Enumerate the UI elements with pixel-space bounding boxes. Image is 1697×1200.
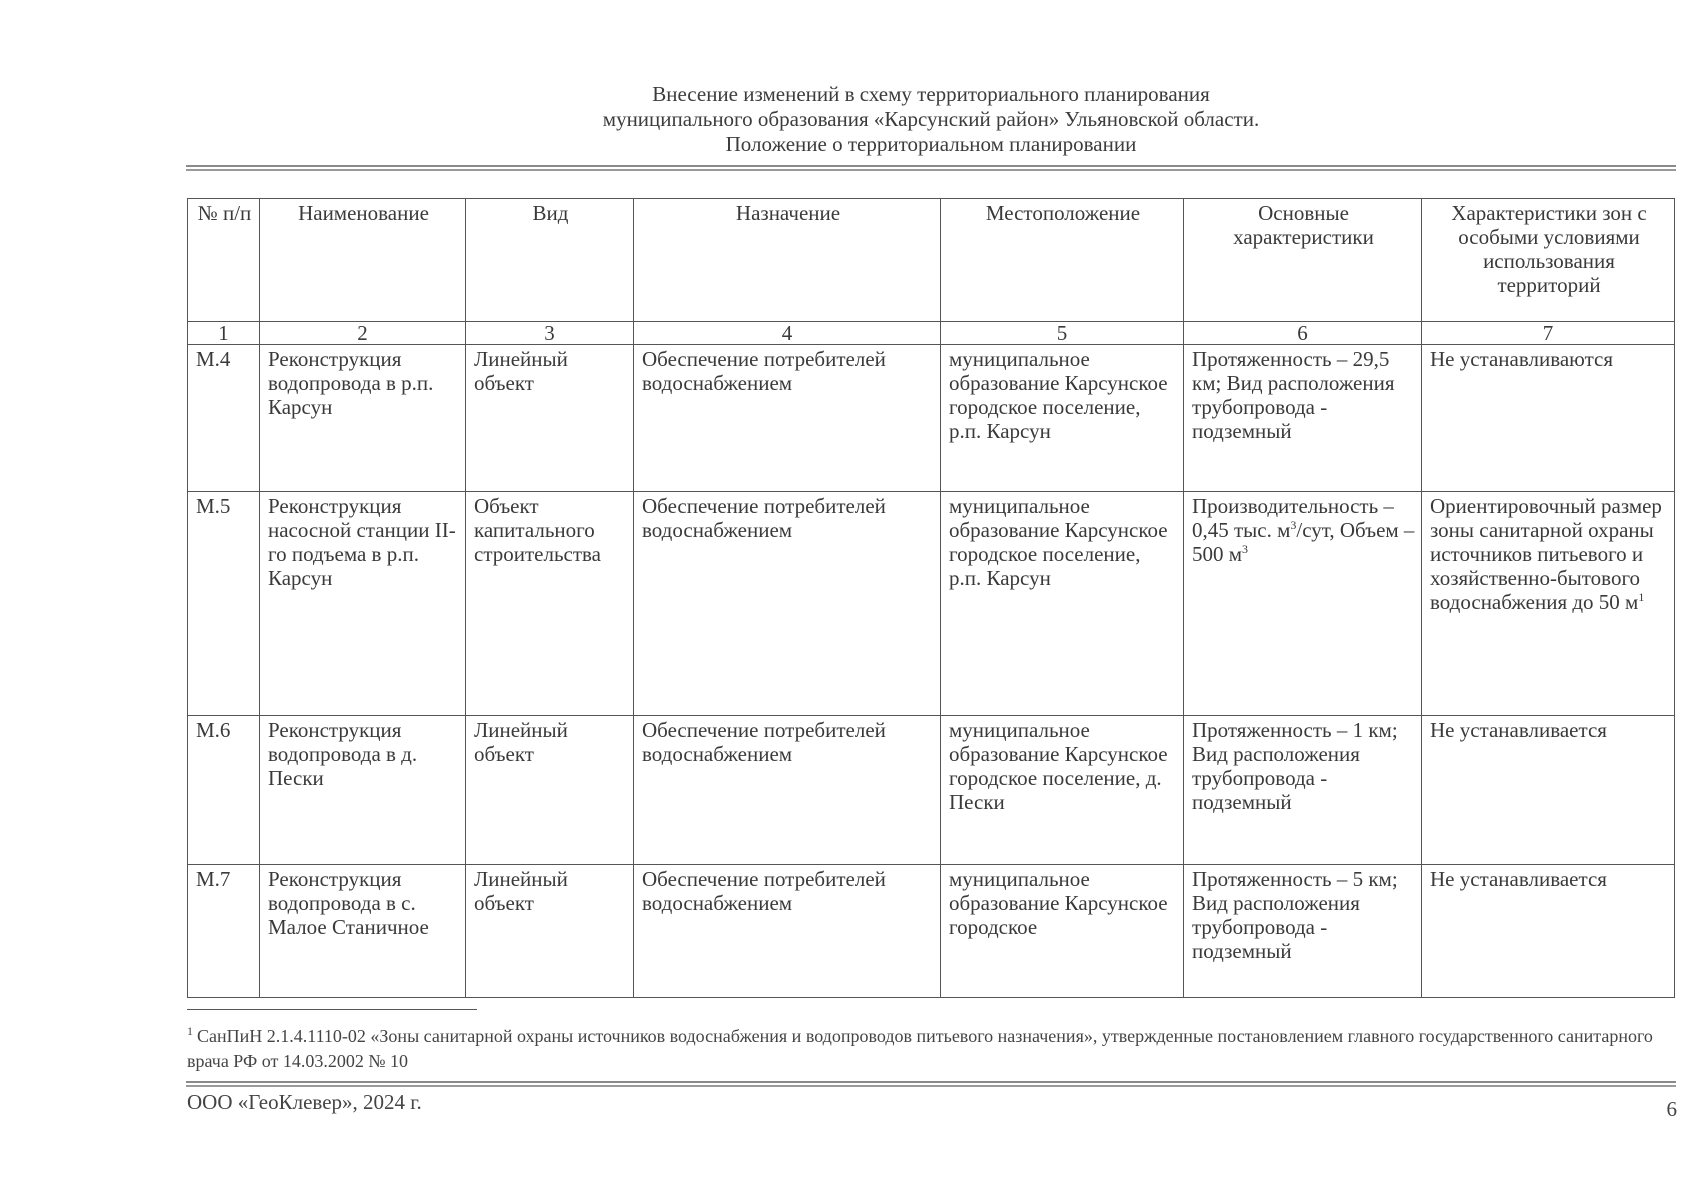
row-number: М.7 [188,865,260,998]
col-header-location: Местоположение [941,199,1184,322]
footer-company: ООО «ГеоКлевер», 2024 г. [187,1090,422,1114]
table-row [188,492,1675,716]
header-line-2: муниципального образования «Карсунский район» Ульяновской области. [602,107,1260,131]
column-number: 4 [634,322,941,345]
column-number: 3 [466,322,634,345]
zones-text: Ориентировочный размер зоны санитарной охраны источников питьевого и хозяйственно-бытового водоснабжения до 50 м [1430,494,1662,614]
characteristics-text-2: /сут, Объем – 500 м [1192,518,1415,566]
row-kind: Линейный объект [466,345,634,492]
column-number: 2 [260,322,466,345]
col-header-name: Наименование [260,199,466,322]
column-number: 6 [1184,322,1422,345]
footnote-divider [187,1009,477,1010]
row-kind: Линейный объект [466,865,634,998]
row-zones: Не устанавливается [1422,865,1675,998]
row-zones: Не устанавливается [1422,716,1675,865]
row-zones: Не устанавливаются [1422,345,1675,492]
row-name: Реконструкция водопровода в с. Малое Станичное [260,865,466,998]
row-number: М.5 [188,492,260,716]
header-line-1: Внесение изменений в схему территориального планирования [652,82,1210,106]
footnote-reference: 1 [1638,590,1645,604]
footer-divider [186,1081,1676,1087]
row-purpose: Обеспечение потребителей водоснабжением [634,865,941,998]
row-name: Реконструкция водопровода в р.п. Карсун [260,345,466,492]
row-location: муниципальное образование Карсунское городское поселение, р.п. Карсун [941,492,1184,716]
column-number: 5 [941,322,1184,345]
header-line-3: Положение о территориальном планировании [725,132,1137,156]
row-purpose: Обеспечение потребителей водоснабжением [634,716,941,865]
row-number: М.6 [188,716,260,865]
header-divider [186,165,1676,171]
row-location: муниципальное образование Карсунское городское поселение, д. Пески [941,716,1184,865]
row-characteristics: Протяженность – 1 км; Вид расположения трубопровода - подземный [1184,716,1422,865]
col-header-kind: Вид [466,199,634,322]
column-number-row [188,322,1675,345]
row-characteristics: Протяженность – 29,5 км; Вид расположения трубопровода - подземный [1184,345,1422,492]
table-header-row [188,199,1675,322]
row-purpose: Обеспечение потребителей водоснабжением [634,345,941,492]
column-number: 7 [1422,322,1675,345]
document-header [186,82,1676,157]
row-location: муниципальное образование Карсунское городское поселение, р.п. Карсун [941,345,1184,492]
col-header-purpose: Назначение [634,199,941,322]
footnote-mark: 1 [187,1024,193,1038]
row-kind: Линейный объект [466,716,634,865]
row-purpose: Обеспечение потребителей водоснабжением [634,492,941,716]
col-header-number: № п/п [188,199,260,322]
row-kind: Объект капитального строительства [466,492,634,716]
footnote [187,1024,1677,1074]
objects-table [187,198,1675,998]
row-zones [1422,492,1675,716]
footnote-text: СанПиН 2.1.4.1110-02 «Зоны санитарной охраны источников водоснабжения и водопроводов питьевого назначения», утвержденные постановлением главного государственного санитарного врача РФ от 14.03.2002 № 10 [187,1026,1653,1071]
row-name: Реконструкция водопровода в д. Пески [260,716,466,865]
page-number: 6 [1666,1097,1677,1121]
row-name: Реконструкция насосной станции II-го подъема в р.п. Карсун [260,492,466,716]
table-row [188,865,1675,998]
superscript: 3 [1242,542,1249,556]
column-number: 1 [188,322,260,345]
row-number: М.4 [188,345,260,492]
row-characteristics: Протяженность – 5 км; Вид расположения трубопровода - подземный [1184,865,1422,998]
col-header-zones: Характеристики зон с особыми условиями использования территорий [1422,199,1675,322]
row-location: муниципальное образование Карсунское городское [941,865,1184,998]
table-row [188,345,1675,492]
col-header-characteristics: Основные характеристики [1184,199,1422,322]
table-row [188,716,1675,865]
row-characteristics [1184,492,1422,716]
superscript: 3 [1290,518,1297,532]
characteristics-text-1: Производительность – 0,45 тыс. м [1192,494,1394,542]
